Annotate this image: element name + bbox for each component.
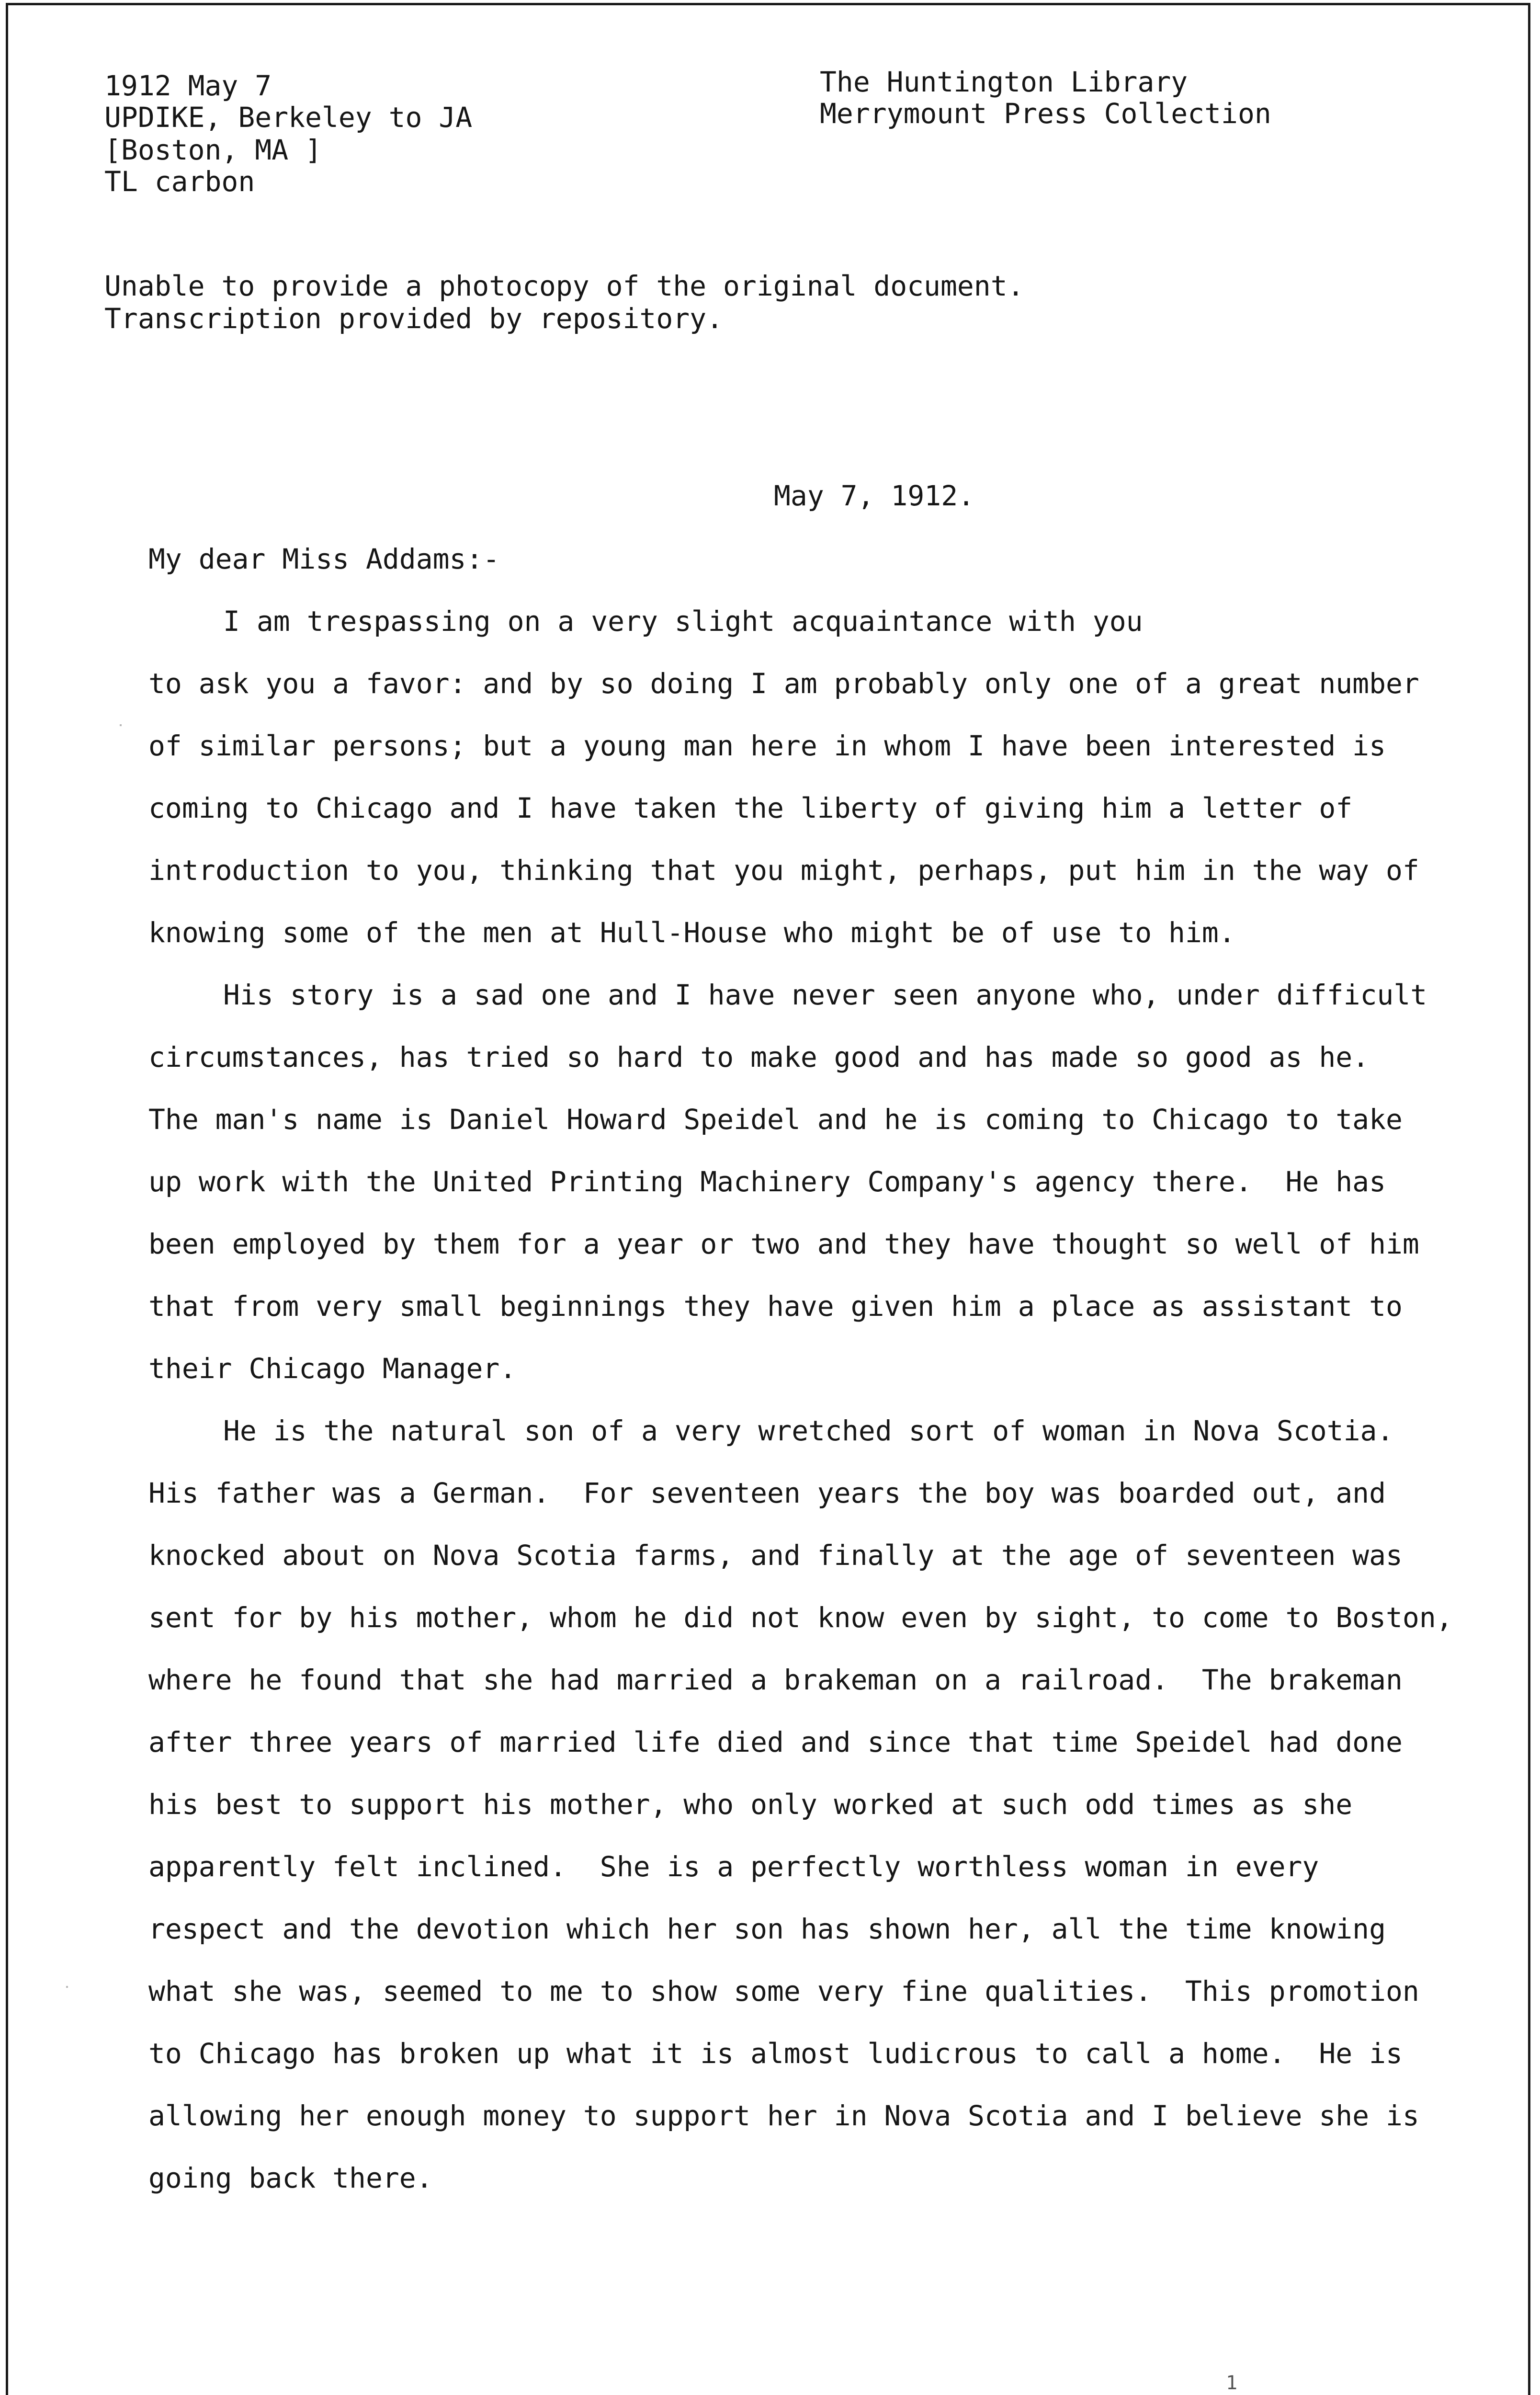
page-border	[6, 3, 1530, 2395]
letter-line: where he found that she had married a brakeman on a railroad. The brakeman	[148, 1664, 1403, 1696]
scan-mark	[120, 724, 122, 726]
repository-name: The Huntington Library	[820, 66, 1188, 98]
letter-line: of similar persons; but a young man here in whom I have been interested is	[148, 730, 1386, 762]
header-correspondents: UPDIKE, Berkeley to JA	[104, 101, 473, 134]
letter-line: I am trespassing on a very slight acquaintance with you	[223, 605, 1143, 638]
letter-line: knowing some of the men at Hull-House who might be of use to him.	[148, 916, 1235, 949]
letter-line: coming to Chicago and I have taken the liberty of giving him a letter of	[148, 792, 1353, 824]
letter-line: The man's name is Daniel Howard Speidel and he is coming to Chicago to take	[148, 1103, 1403, 1136]
header-doc-type: TL carbon	[104, 165, 255, 198]
letter-line: allowing her enough money to support her in Nova Scotia and I believe she is	[148, 2099, 1419, 2132]
letter-line: after three years of married life died and since that time Speidel had done	[148, 1726, 1403, 1758]
note-line-1: Unable to provide a photocopy of the original document.	[104, 270, 1024, 302]
letter-line: his best to support his mother, who only worked at such odd times as she	[148, 1788, 1353, 1821]
note-line-2: Transcription provided by repository.	[104, 302, 724, 335]
letter-line: going back there.	[148, 2162, 433, 2194]
letter-line: their Chicago Manager.	[148, 1352, 517, 1385]
repository-collection: Merrymount Press Collection	[820, 97, 1271, 130]
letter-line: knocked about on Nova Scotia farms, and finally at the age of seventeen was	[148, 1539, 1403, 1572]
letter-date: May 7, 1912.	[774, 479, 975, 512]
letter-line: to Chicago has broken up what it is almost ludicrous to call a home. He is	[148, 2037, 1403, 2070]
letter-line: up work with the United Printing Machinery Company's agency there. He has	[148, 1165, 1386, 1198]
letter-line: His father was a German. For seventeen years the boy was boarded out, and	[148, 1477, 1386, 1509]
letter-line: what she was, seemed to me to show some very fine qualities. This promotion	[148, 1975, 1419, 2007]
letter-line: introduction to you, thinking that you might, perhaps, put him in the way of	[148, 854, 1419, 887]
letter-line: to ask you a favor: and by so doing I am probably only one of a great number	[148, 667, 1419, 700]
header-date: 1912 May 7	[104, 69, 272, 102]
page-number: 1	[1226, 2372, 1238, 2394]
scan-mark	[66, 1986, 68, 1988]
letter-line: His story is a sad one and I have never seen anyone who, under difficult	[223, 979, 1427, 1011]
letter-salutation: My dear Miss Addams:-	[148, 543, 500, 575]
letter-line: apparently felt inclined. She is a perfectly worthless woman in every	[148, 1850, 1319, 1883]
header-place: [Boston, MA ]	[104, 134, 322, 166]
letter-line: been employed by them for a year or two and they have thought so well of him	[148, 1228, 1419, 1260]
letter-line: He is the natural son of a very wretched sort of woman in Nova Scotia.	[223, 1414, 1394, 1447]
letter-line: sent for by his mother, whom he did not know even by sight, to come to Boston,	[148, 1601, 1453, 1634]
letter-line: that from very small beginnings they have given him a place as assistant to	[148, 1290, 1403, 1323]
letter-line: circumstances, has tried so hard to make good and has made so good as he.	[148, 1041, 1370, 1073]
letter-line: respect and the devotion which her son has shown her, all the time knowing	[148, 1913, 1386, 1945]
